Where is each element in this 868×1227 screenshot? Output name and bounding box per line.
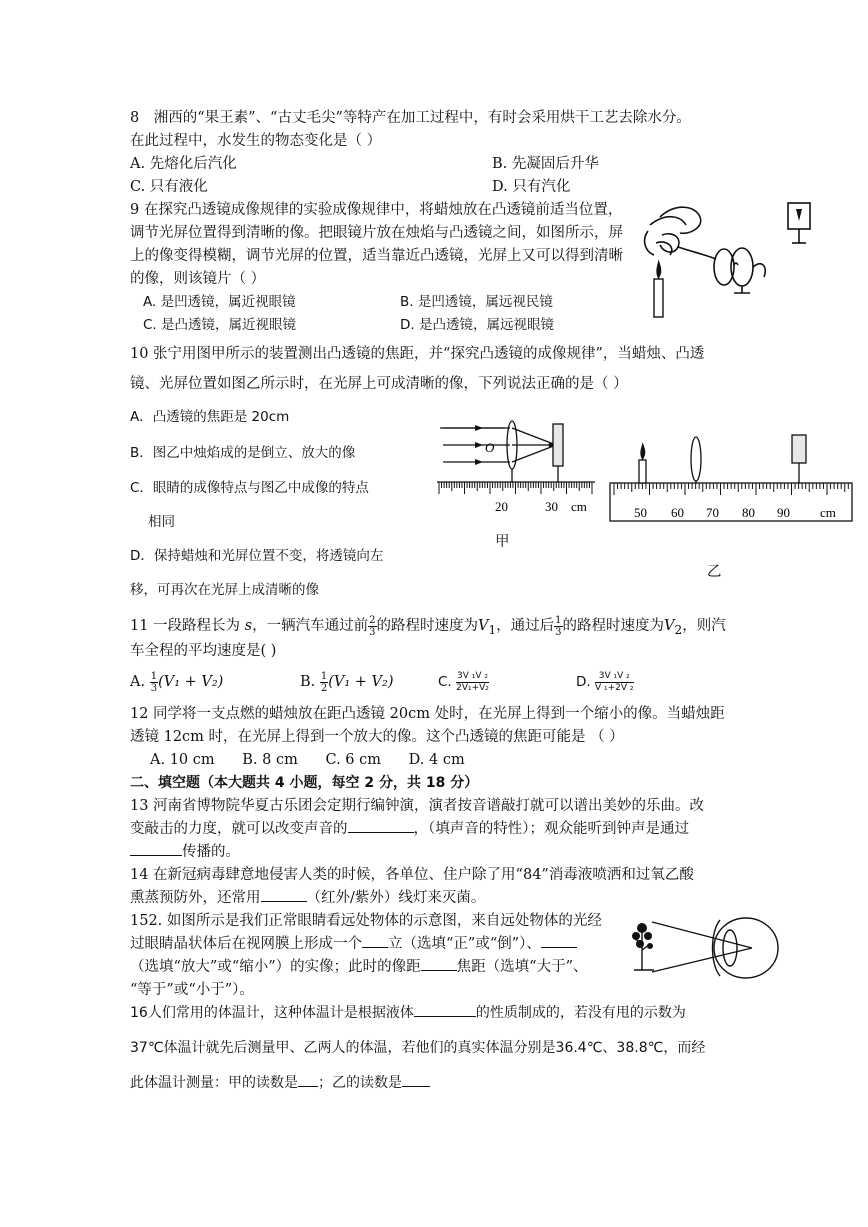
section2-heading: 二、填空题（本大题共 4 小题，每空 2 分，共 18 分） (130, 775, 479, 791)
q10-option-a: A．凸透镜的焦距是 20cm (130, 409, 290, 425)
q15-blank-1[interactable] (362, 947, 388, 948)
q16-blank-3[interactable] (402, 1086, 430, 1087)
q11-option-d: D. $\frac{\text{3V ₁V ₂}}{\text{V ₁+2V ₂}}$ (576, 670, 634, 693)
q10-fig-yi-tick-80: 80 (742, 505, 755, 520)
q13-stem-line2: 变敲击的力度，就可以改变声音的 ，（填声音的特性）；观众能听到钟声是通过 (130, 821, 689, 837)
q9-option-c: C. 是凸透镜，属近视眼镜 (143, 317, 297, 333)
q12-stem-line2: 透镜 12cm 时，在光屏上得到一个放大的像。这个凸透镜的焦距可能是 （ ） (130, 729, 624, 745)
q15-stem-line2: 过眼睛晶状体后在视网膜上形成一个 立（选填“正”或“倒”）、 (130, 934, 577, 954)
q16-blank-2[interactable] (298, 1086, 318, 1087)
q15-blank-3[interactable] (421, 970, 457, 971)
q13-blank-2[interactable] (130, 855, 182, 856)
q10-option-d-line2: 移，可再次在光屏上成清晰的像 (130, 582, 319, 598)
q15-blank-2[interactable] (541, 947, 577, 948)
q10-fig-jia-lens-label: O (485, 440, 495, 455)
q9-figure-glasses-candle (620, 195, 850, 325)
q9-stem-line4: 的像，则该镜片（ ） (130, 271, 266, 287)
q10-fig-yi-unit: cm (820, 505, 836, 520)
q11-stem-line2: 车全程的平均速度是( ) (130, 643, 277, 659)
q15-stem-line1: 152. 如图所示是我们正常眼睛看远处物体的示意图，来自远处物体的光经 (130, 913, 602, 929)
q16-blank-1[interactable] (414, 1016, 476, 1017)
q14-stem-line2: 熏蒸预防外，还常用 （红外/紫外）线灯来灭菌。 (130, 890, 486, 906)
q10-fig-jia-tick-20: 20 (495, 499, 508, 514)
q13-blank-1[interactable] (348, 832, 414, 833)
q8-option-d: D. 只有汽化 (492, 179, 571, 195)
q10-fig-yi-caption: 乙 (707, 564, 722, 580)
q10-stem-line1: 10 张宁用图甲所示的装置测出凸透镜的焦距，并“探究凸透镜的成像规律”，当蜡烛、凸透 (130, 346, 705, 362)
q14-stem-line1: 14 在新冠病毒肆意地侵害人类的时候，各单位、住户除了用“84”消毒液喷洒和过氧乙酸 (130, 867, 694, 883)
q15-stem-line3: （选填“放大”或“缩小”）的实像；此时的像距 焦距（选填“大于”、 (130, 959, 588, 975)
q8-option-a: A. 先熔化后汽化 (130, 156, 237, 172)
q9-stem-line3: 上的像变得模糊，调节光屏的位置，适当靠近凸透镜，光屏上又可以得到清晰 (130, 248, 623, 264)
q10-option-d-line1: D．保持蜡烛和光屏位置不变，将透镜向左 (130, 548, 384, 564)
q9-stem-line2: 调节光屏位置得到清晰的像。把眼镜片放在烛焰与凸透镜之间，如图所示，屏 (130, 225, 623, 241)
q16-stem-line2: 37℃体温计就先后测量甲、乙两人的体温，若他们的真实体温分别是36.4℃、38.8℃，而经 (130, 1040, 706, 1056)
q12-options: A. 10 cm B. 8 cm C. 6 cm D. 4 cm (150, 752, 465, 768)
q11-option-b: B. $\frac{1}{2}$ (V₁ + V₂) (300, 670, 394, 694)
q10-figure-yi-optical-bench (608, 425, 856, 525)
q14-blank[interactable] (261, 901, 307, 902)
q10-fig-jia-tick-30: 30 (545, 499, 558, 514)
q12-stem-line1: 12 同学将一支点燃的蜡烛放在距凸透镜 20cm 处时，在光屏上得到一个缩小的像。当蜡烛距 (130, 706, 725, 722)
q10-fig-yi-tick-70: 70 (706, 505, 719, 520)
q10-option-b: B．图乙中烛焰成的是倒立、放大的像 (130, 445, 356, 461)
q10-option-c-line2: 相同 (148, 514, 175, 530)
q11-stem-line1: 11 一段路程长为 s，一辆汽车通过前 $\frac{2}{3}$ 的路程时速度为$V_1$，通过后 $\frac{1}{3}$ 的路程时速度为$V_2$，则汽 (130, 614, 726, 638)
q13-stem-line3: 传播的。 (130, 842, 240, 862)
q16-stem-line3: 此体温计测量：甲的读数是 ；乙的读数是 (130, 1073, 430, 1093)
q10-fig-yi-tick-90: 90 (777, 505, 790, 520)
q9-option-d: D. 是凸透镜，属远视眼镜 (400, 317, 554, 333)
q10-fig-yi-tick-50: 50 (634, 505, 647, 520)
q10-figure-jia-focal-length (435, 410, 605, 520)
q10-fig-jia-caption: 甲 (495, 534, 510, 550)
q13-stem-line1: 13 河南省博物院华夏古乐团会定期行编钟演，演者按音谱敲打就可以谱出美妙的乐曲。改 (130, 798, 705, 814)
q8-option-c: C. 只有液化 (130, 179, 208, 195)
q11-fraction-one-third: $\frac{1}{3}$ (555, 614, 562, 638)
q9-option-b: B. 是凹透镜，属远视民镜 (400, 294, 553, 310)
q11-fraction-two-thirds: $\frac{2}{3}$ (369, 614, 376, 638)
q15-figure-eye-far-object (628, 908, 788, 986)
q8-stem-line1: 8 湘西的“果王素”、“古丈毛尖”等特产在加工过程中，有时会采用烘干工艺去除水分。 (130, 110, 691, 126)
q10-option-c-line1: C．眼睛的成像特点与图乙中成像的特点 (130, 480, 369, 496)
q11-option-a: A. $\frac{1}{3}$ (V₁ + V₂) (130, 670, 224, 694)
q11-var-s: s (244, 618, 253, 634)
q11-option-c: C. $\frac{\text{3V ₁V ₂}}{\text{2V₁+V₂}}$ (438, 670, 489, 693)
q8-stem-line2: 在此过程中，水发生的物态变化是（ ） (130, 133, 382, 149)
q16-stem-line1: 16人们常用的体温计，这种体温计是根据液体 的性质制成的，若没有甩的示数为 (130, 1005, 686, 1021)
q10-fig-jia-unit: cm (571, 499, 587, 514)
q9-option-a: A. 是凹透镜，属近视眼镜 (143, 294, 296, 310)
q9-stem-line1: 9 在探究凸透镜成像规律的实验成像规律中，将蜡烛放在凸透镜前适当位置， (130, 202, 623, 218)
q8-option-b: B. 先凝固后升华 (492, 156, 599, 172)
q10-fig-yi-tick-60: 60 (671, 505, 684, 520)
q10-stem-line2: 镜、光屏位置如图乙所示时，在光屏上可成清晰的像，下列说法正确的是（ ） (130, 376, 628, 392)
q15-stem-line4: “等于”或“小于”）。 (130, 982, 254, 998)
